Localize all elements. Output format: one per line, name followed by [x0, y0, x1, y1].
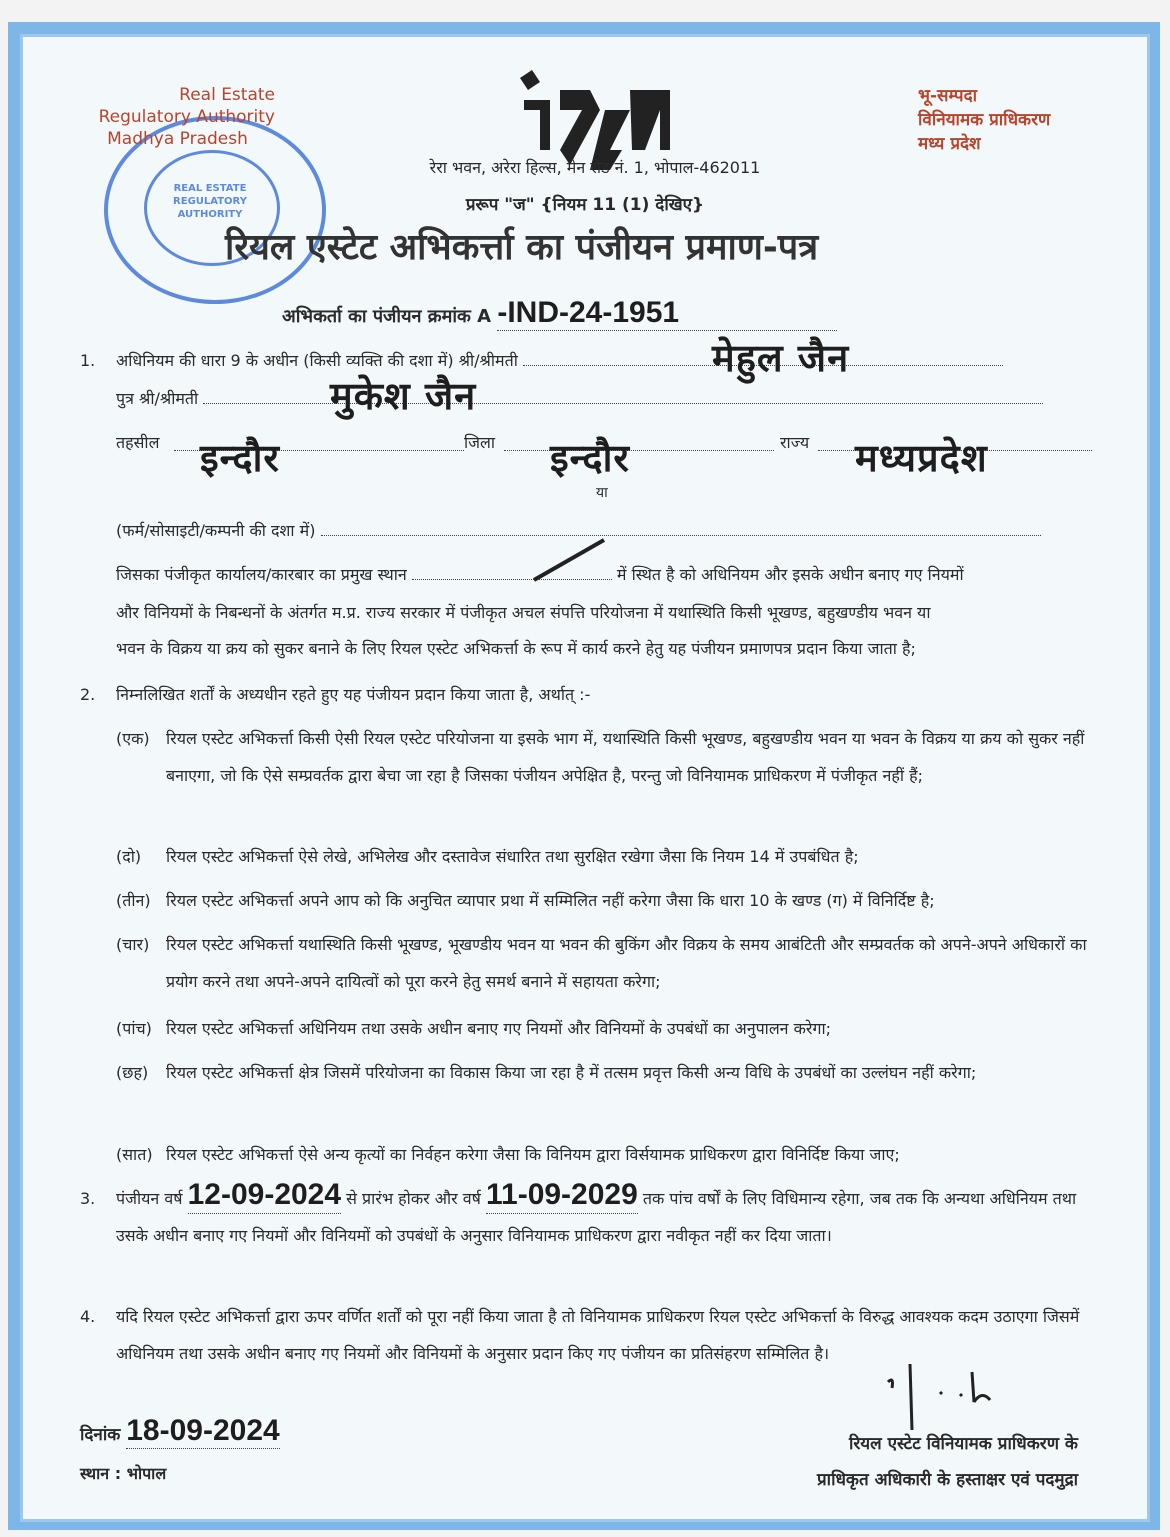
or-text: या: [596, 485, 608, 501]
condition-6: [116, 1054, 1096, 1091]
place-label: स्थान: [80, 1464, 110, 1483]
condition-label: (दो): [116, 847, 142, 866]
date-label: दिनांक: [80, 1425, 121, 1445]
condition-text: रियल एस्टेट अभिकर्त्ता ऐसे लेखे, अभिलेख और दस्तावेज संधारित तथा सुरक्षित रखेगा जैसा कि नियम 14 में उपबंधित है;: [166, 847, 859, 866]
office-rest: में स्थित है को अधिनियम और इसके अधीन बनाए गए नियमों: [616, 565, 964, 584]
condition-5: [116, 1010, 1096, 1047]
start-date: 12-09-2024: [188, 1176, 341, 1214]
authority-line: मध्य प्रदेश: [918, 134, 981, 154]
agent-name-label: अधिनियम की धारा 9 के अधीन (किसी व्यक्ति की दशा में) श्री/श्रीमती: [116, 351, 518, 370]
certificate-title: रियल एस्टेट अभिकर्त्ता का पंजीयन प्रमाण-पत्र: [225, 227, 819, 268]
signatory-block: [700, 1426, 1078, 1498]
district-value: इन्दौर: [550, 436, 630, 480]
seal-line: Real Estate: [179, 85, 275, 105]
condition-7: [116, 1136, 1096, 1173]
section-1-number: 1.: [80, 351, 96, 370]
state-label: राज्य: [780, 433, 810, 452]
condition-2: [116, 838, 1096, 875]
condition-text: रियल एस्टेट अभिकर्त्ता क्षेत्र जिसमें परियोजना का विकास किया जा रहा है में तत्सम प्रवृत्त किसी अन्य विधि के उपबंधों का उल्लंघन नहीं करेगा;: [166, 1063, 977, 1082]
signatory-line: प्राधिकृत अधिकारी के हस्ताक्षर एवं पदमुद्रा: [817, 1470, 1078, 1490]
section-2-intro: निम्नलिखित शर्तों के अध्यधीन रहते हुए यह पंजीयन प्रदान किया जाता है, अर्थात् :-: [116, 685, 591, 704]
condition-text: रियल एस्टेट अभिकर्त्ता अपने आप को कि अनुचित व्यापार प्रथा में सम्मिलित नहीं करेगा जैसा कि धारा 10 के खण्ड (ग) में विनिर्दिष्ट है;: [166, 891, 935, 910]
office-label: जिसका पंजीकृत कार्यालय/कारबार का प्रमुख स्थान: [116, 565, 407, 584]
start-label: पंजीयन वर्ष: [116, 1189, 183, 1208]
condition-label: (छह): [116, 1063, 149, 1082]
condition-text: रियल एस्टेट अभिकर्त्ता यथास्थिति किसी भूखण्ड, भूखण्डीय भवन या भवन की बुकिंग और विक्रय के समय आबंटिती और सम्प्रवर्तक को अपने-अपने अधिकारों का प्रयोग करने तथा अपने-अपने दायित्वों को पूरा करने हेतु समर्थ बनाने में सहायता करेगा;: [166, 935, 1087, 991]
condition-label: (चार): [116, 935, 150, 954]
address: रेरा भवन, अरेरा हिल्स, मेन रोड नं. 1, भोपाल-462011: [429, 158, 761, 177]
seal-english-text: [80, 84, 275, 150]
condition-1: [116, 720, 1096, 794]
section-1-line-a: और विनियमों के निबन्धनों के अंतर्गत म.प्र. राज्य सरकार में पंजीकृत अचल संपत्ति परियोजना में यथास्थिति किसी भूखण्ड, बहुखण्डीय भवन या: [116, 603, 931, 622]
place-row: [80, 1462, 166, 1484]
state-value: मध्यप्रदेश: [855, 436, 988, 480]
seal-line: Madhya Pradesh: [107, 129, 248, 149]
registration-number: -IND-24-1951: [497, 296, 837, 331]
authority-line: विनियामक प्राधिकरण: [918, 110, 1051, 130]
condition-3: [116, 882, 1096, 919]
condition-4: [116, 926, 1096, 1000]
district-label: जिला: [464, 433, 496, 452]
date-row: [80, 1414, 280, 1449]
registration-label: अभिकर्ता का पंजीयन क्रमांक A: [282, 306, 492, 327]
signatory-line: रियल एस्टेट विनियामक प्राधिकरण के: [848, 1434, 1078, 1454]
father-label: पुत्र श्री/श्रीमती: [116, 389, 199, 408]
father-name: मुकेश जैन: [330, 374, 477, 418]
section-3-text: [116, 1176, 1096, 1254]
condition-label: (पांच): [116, 1019, 152, 1038]
end-date: 11-09-2029: [486, 1176, 638, 1214]
issue-date: 18-09-2024: [126, 1414, 280, 1447]
section-3-number: 3.: [80, 1189, 96, 1208]
condition-label: (सात): [116, 1145, 153, 1164]
section-1-line-1: [116, 342, 1092, 379]
place-value: : भोपाल: [114, 1464, 167, 1483]
condition-label: (एक): [116, 729, 150, 748]
strike-mark: [530, 536, 610, 586]
mid-text: से प्रारंभ होकर और वर्ष: [346, 1189, 481, 1208]
condition-text: रियल एस्टेट अभिकर्त्ता ऐसे अन्य कृत्यों का निर्वहन करेगा जैसा कि विनियम द्वारा विर्सयामक प्राधिकरण द्वारा विनिर्दिष्ट किया जाए;: [166, 1145, 900, 1164]
condition-label: (तीन): [116, 891, 151, 910]
form-reference: प्ररूप "ज" {नियम 11 (1) देखिए}: [465, 195, 705, 215]
authority-line: भू-सम्पदा: [918, 86, 978, 106]
tehsil-value: इन्दौर: [200, 436, 280, 480]
father-row: [116, 380, 1092, 417]
section-4-number: 4.: [80, 1307, 96, 1326]
registration-number-row: [282, 296, 837, 331]
validity-text: तक पांच वर्षों के लिए विधिमान्य रहेगा, जब तक कि अन्यथा अधिनियम तथा उसके अधीन बनाए गए नियमों और विनियमों को उपबंधों के अनुसार विनियामक प्राधिकरण द्वारा नवीकृत नहीं कर दिया जाता।: [116, 1189, 1077, 1245]
section-1-line-b: भवन के विक्रय या क्रय को सुकर बनाने के लिए रियल एस्टेट अभिकर्त्ता के रूप में कार्य करने हेतु यह पंजीयन प्रमाणपत्र प्रदान किया जाता है;: [116, 639, 916, 658]
signature: [870, 1362, 1010, 1432]
section-4-text: यदि रियल एस्टेट अभिकर्त्ता द्वारा ऊपर वर्णित शर्तों को पूरा नहीं किया जाता है तो विनियामक प्राधिकरण रियल एस्टेट अभिकर्त्ता के विरुद्ध आवश्यक कदम उठाएगा जिसमें अधिनियम तथा उसके अधीन बनाए गए नियमों और विनियमों के अनुसार प्रदान किए गए पंजीयन का प्रतिसंहरण सम्मिलित है।: [116, 1307, 1080, 1363]
seal-line: Regulatory Authority: [98, 107, 275, 127]
firm-label: (फर्म/सोसाइटी/कम्पनी की दशा में): [116, 521, 316, 540]
section-2-number: 2.: [80, 685, 96, 704]
tehsil-label: तहसील: [116, 433, 160, 452]
authority-name-hindi: [918, 84, 1050, 156]
condition-text: रियल एस्टेट अभिकर्त्ता अधिनियम तथा उसके अधीन बनाए गए नियमों और विनियमों के उपबंधों का अनुपालन करेगा;: [166, 1019, 832, 1038]
seal-ring-text: REAL ESTATE REGULATORY AUTHORITY: [173, 183, 247, 220]
condition-text: रियल एस्टेट अभिकर्त्ता किसी ऐसी रियल एस्टेट परियोजना या इसके भाग में, यथास्थिति किसी भूखण्ड, बहुखण्डीय भवन या भवन के विक्रय या क्रय को सुकर नहीं बनाएगा, जो कि ऐसे सम्प्रवर्तक द्वारा बेचा जा रहा है जिसका पंजीयन अपेक्षित है, परन्तु जो विनियामक प्राधिकरण में पंजीकृत नहीं हैं;: [166, 729, 1085, 785]
agent-name: मेहुल जैन: [712, 336, 850, 380]
